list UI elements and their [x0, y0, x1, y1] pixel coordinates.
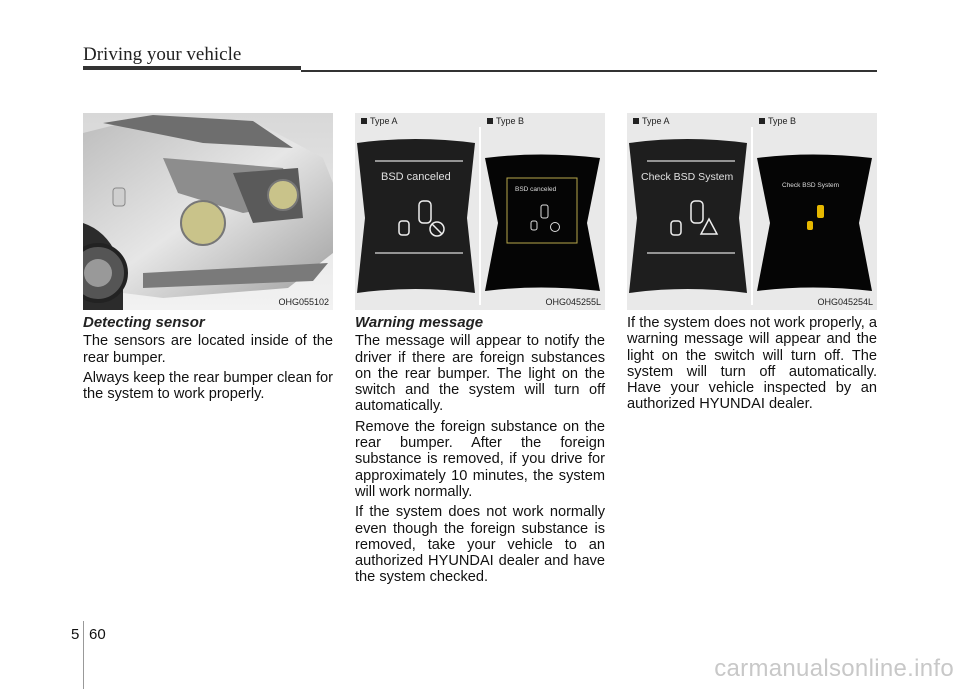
paragraph: If the system does not work normally even though the foreign substance is removed, take your vehicle to an authorized HYUNDAI dealer and have the system checked.: [355, 504, 605, 586]
cluster-displays: [355, 113, 605, 310]
header-bar: [83, 66, 301, 70]
section-malfunction: [627, 315, 877, 417]
type-b-label: Type B: [487, 116, 524, 126]
paragraph: The message will appear to notify the driver if there are foreign substances on the rear bumper. The light on the switch and the system will turn off automatically.: [355, 333, 605, 415]
paragraph: Remove the foreign substance on the rear bumper. After the foreign substance is removed, if you drive for approximately 10 minutes, the system will work normally.: [355, 418, 605, 500]
display-b-message: Check BSD System: [782, 182, 840, 189]
figure-bsd-canceled: [355, 113, 605, 310]
display-a-message: Check BSD System: [641, 171, 734, 183]
figure-code: OHG045254L: [817, 297, 873, 307]
type-b-label: Type B: [759, 116, 796, 126]
section-number: 5: [71, 626, 80, 643]
figure-check-bsd: [627, 113, 877, 310]
watermark: carmanualsonline.info: [714, 655, 954, 682]
section-warning-message: [355, 315, 605, 590]
figure-rear-bumper: [83, 113, 333, 310]
type-a-label: Type A: [633, 116, 670, 126]
header-rule: [301, 70, 877, 72]
paragraph: If the system does not work properly, a warning message will appear and the light on the switch will turn off. The system will turn off automatically. Have your vehicle inspected by an authorized HYUNDAI dealer.: [627, 315, 877, 413]
display-b-message: BSD canceled: [515, 186, 557, 193]
figure-code: OHG045255L: [545, 297, 601, 307]
section-detecting-sensor: [83, 315, 333, 406]
page-number: 60: [89, 626, 106, 643]
section-heading: Warning message: [355, 314, 484, 331]
paragraph: The sensors are located inside of the rear bumper.: [83, 333, 333, 366]
page-header-title: Driving your vehicle: [83, 44, 242, 65]
footer-rule: [83, 621, 84, 689]
car-rear-illustration: [83, 113, 333, 310]
figure-code: OHG055102: [278, 297, 329, 307]
section-heading: Detecting sensor: [83, 314, 205, 331]
display-a-message: BSD canceled: [381, 171, 451, 183]
type-a-label: Type A: [361, 116, 398, 126]
paragraph: Always keep the rear bumper clean for the system to work properly.: [83, 369, 333, 403]
cluster-displays: [627, 113, 877, 310]
